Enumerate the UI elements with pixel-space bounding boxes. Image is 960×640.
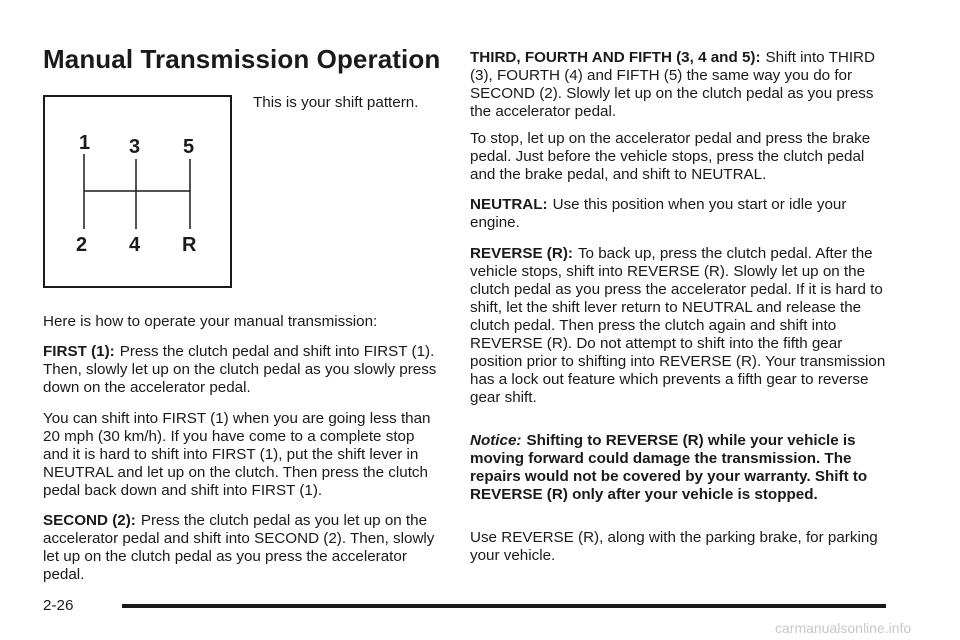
gear-r-label: R — [182, 234, 197, 256]
first-gear-extra-paragraph: You can shift into FIRST (1) when you are going less than 20 mph (30 km/h). If you have come to a complete stop and it is hard to shift into FIRST (1), put the shift lever in NEUTRAL and let up on the clutch. Then press the clutch pedal back down and shift into FIRST (1). — [43, 410, 431, 499]
page-title: Manual Transmission Operation — [43, 44, 441, 74]
reverse-paragraph — [470, 245, 890, 407]
gear-5-label: 5 — [183, 136, 195, 158]
notice-text: Shifting to REVERSE (R) while your vehicle is moving forward could damage the transmission. The repairs would not be covered by your warranty. Shift to REVERSE (R) only after your vehicle is stopped. — [470, 432, 868, 503]
gear-2-label: 2 — [76, 234, 88, 256]
first-gear-paragraph — [43, 343, 443, 397]
second-gear-paragraph — [43, 512, 443, 584]
first-gear-label: FIRST (1): — [43, 343, 115, 360]
second-gear-text: Press the clutch pedal as you let up on the accelerator pedal and shift into SECOND (2). Then, slowly let up on the clutch pedal as you press the accelerator pedal. — [43, 512, 435, 583]
parking-paragraph: Use REVERSE (R), along with the parking brake, for parking your vehicle. — [470, 529, 878, 564]
page-number: 2-26 — [43, 597, 74, 614]
reverse-label: REVERSE (R): — [470, 245, 573, 262]
first-gear-text: Press the clutch pedal and shift into FIRST (1). Then, slowly let up on the clutch pedal as you slowly press down on the accelerator pedal. — [43, 343, 437, 396]
notice-paragraph — [470, 432, 890, 504]
shift-caption: This is your shift pattern. — [253, 94, 419, 111]
neutral-label: NEUTRAL: — [470, 196, 548, 213]
gear-3-label: 3 — [129, 136, 141, 158]
shift-pattern-diagram — [43, 95, 232, 288]
gear-1-label: 1 — [79, 132, 91, 154]
third-fourth-fifth-text: Shift into THIRD (3), FOURTH (4) and FIFTH (5) the same way you do for SECOND (2). Slowly let up on the clutch pedal as you press the accelerator pedal. — [470, 49, 875, 120]
neutral-paragraph — [470, 196, 890, 232]
gear-4-label: 4 — [129, 234, 141, 256]
stop-paragraph: To stop, let up on the accelerator pedal and press the brake pedal. Just before the vehicle stops, press the clutch pedal and the brake pedal, and shift to NEUTRAL. — [470, 130, 871, 183]
third-fourth-fifth-label: THIRD, FOURTH AND FIFTH (3, 4 and 5): — [470, 49, 761, 66]
shift-pattern-graphic — [45, 97, 230, 286]
intro-text: Here is how to operate your manual transmission: — [43, 313, 378, 330]
notice-label: Notice: — [470, 432, 522, 449]
watermark: carmanualsonline.info — [775, 620, 912, 636]
second-gear-label: SECOND (2): — [43, 512, 136, 529]
third-fourth-fifth-paragraph — [470, 49, 890, 121]
footer-rule — [122, 604, 886, 608]
neutral-text: Use this position when you start or idle your engine. — [470, 196, 847, 231]
reverse-text: To back up, press the clutch pedal. After the vehicle stops, shift into REVERSE (R). Slowly let up on the clutch pedal as you press the accelerator pedal. If it is hard to shift, let the shift lever return to NEUTRAL and release the clutch pedal. Then press the clutch again and shift into REVERSE (R). Do not attempt to shift into the fifth gear position prior to shifting into REVERSE (R). Your transmission has a lock out feature which prevents a fifth gear to reverse gear shift. — [470, 245, 886, 406]
